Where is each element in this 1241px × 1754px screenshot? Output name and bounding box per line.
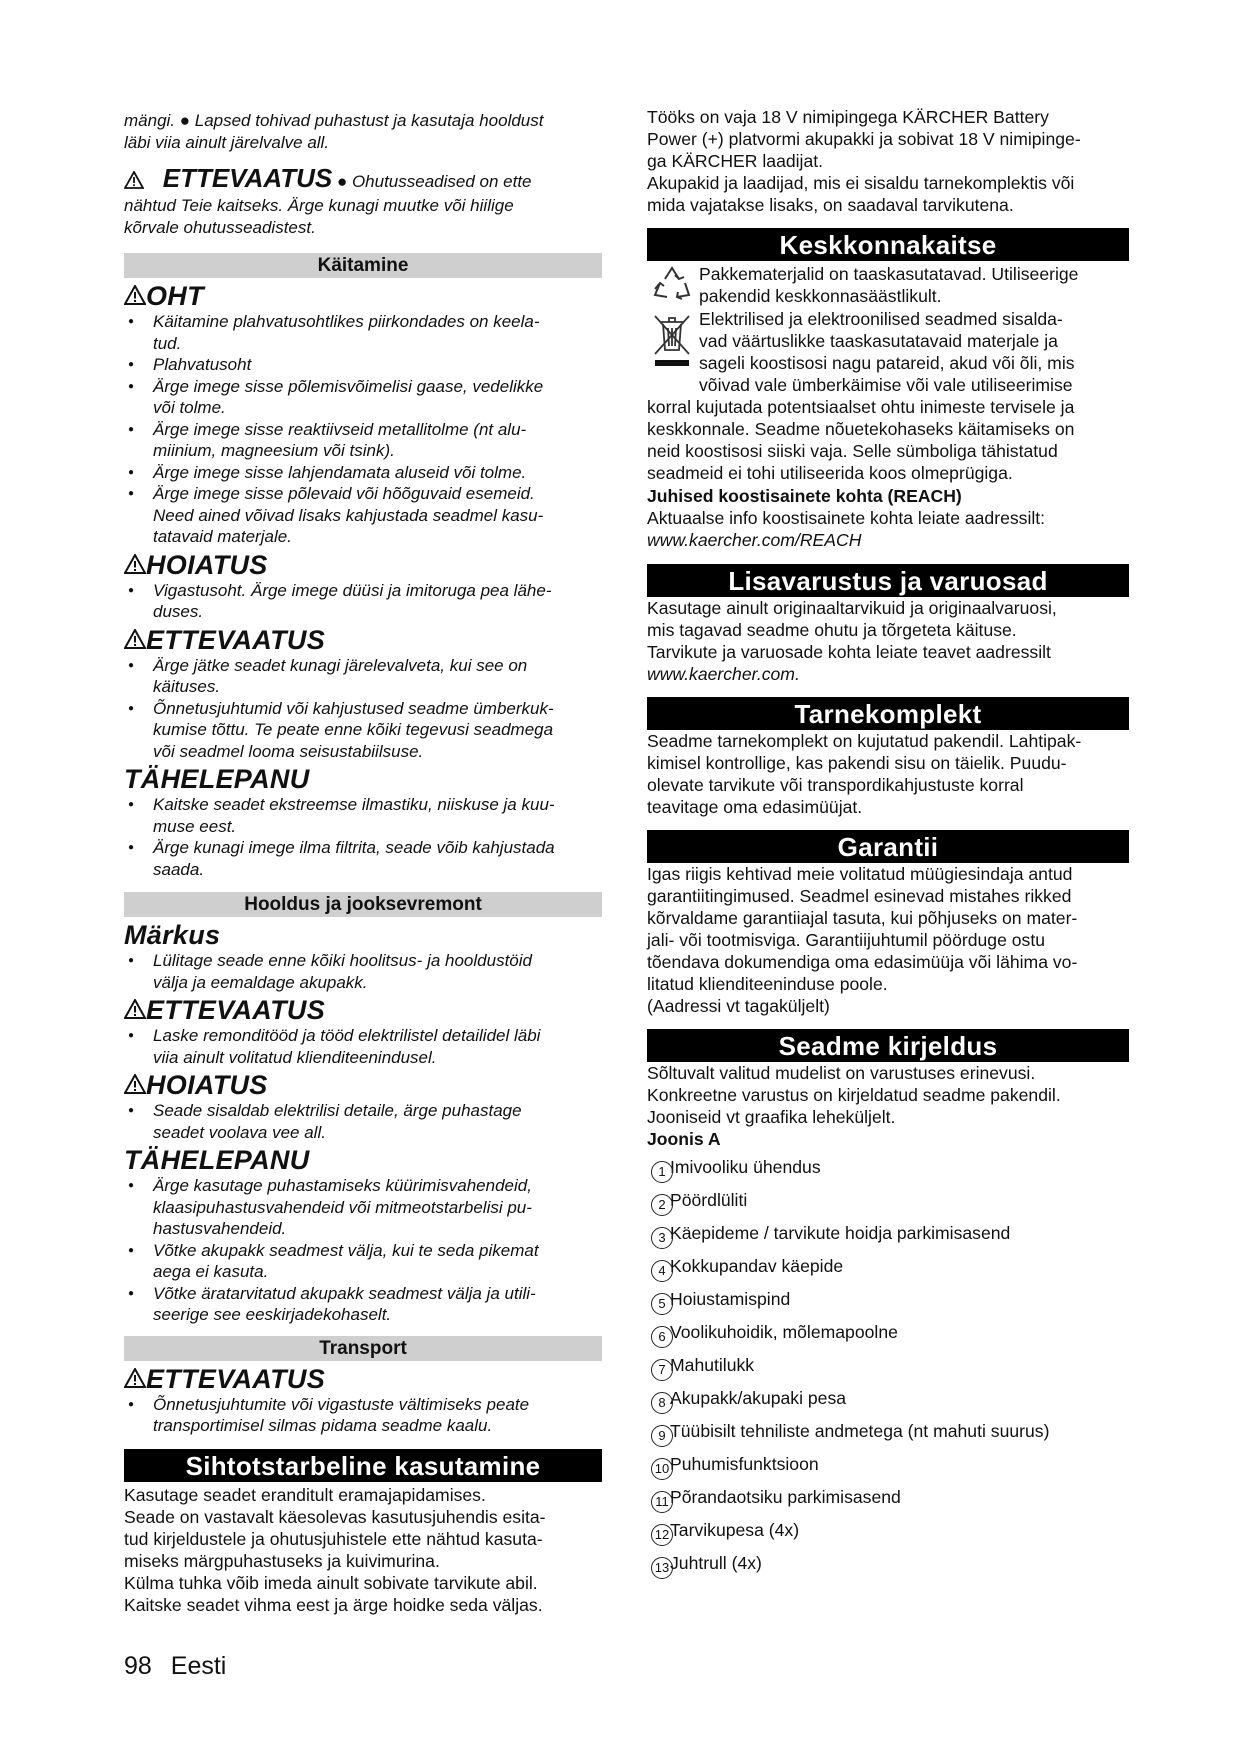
markus-list bbox=[124, 950, 602, 993]
list-item: ● Ärge kunagi imege ilma filtrita, seade võib kahjustada saada. bbox=[124, 837, 602, 880]
tahelepanu-list-2 bbox=[124, 1175, 602, 1326]
recycle-icon bbox=[651, 265, 693, 310]
ettevaatus-heading-3: ETTEVAATUS bbox=[124, 1364, 602, 1394]
list-item: 9 Tüübisilt tehniliste andmetega (nt mahuti suurus) bbox=[647, 1420, 1129, 1453]
tahelepanu-heading-2: TÄHELEPANU bbox=[124, 1145, 310, 1175]
list-item: ● Ärge imege sisse lahjendamata aluseid või tolme. bbox=[124, 462, 602, 484]
list-item: 10Puhumisfunktsioon bbox=[647, 1453, 1129, 1486]
page-footer bbox=[124, 1652, 226, 1681]
oht-list bbox=[124, 311, 602, 548]
weee-block: Elektrilised ja elektroonilised seadmed sisalda- vad väärtuslikke taaskasutatavaid materjale ja sageli koostisosi nagu patareid, akud või õli, mis võivad vale ümberkäimise või vale utiliseerimise korral kujutada potentsiaalset ohtu inimeste tervisele ja keskkonnale. Seadme nõuetekohaseks käitamiseks on neid koostisosi siiski vaja. Selle sümboliga tähistatud seadmeid ei tohi utiliseerida koos olmeprügiga. bbox=[647, 309, 1075, 483]
tahelepanu-list bbox=[124, 794, 602, 880]
left-column bbox=[124, 106, 602, 1616]
warning-triangle-icon bbox=[124, 1070, 146, 1100]
ettevaatus-note: ETTEVAATUS ● Ohutusseadised on ette nähtud Teie kaitseks. Ärge kunagi muutke või hiilige kõrvale ohutusseadistest. bbox=[124, 163, 532, 237]
list-item: ● Ärge imege sisse põlemisvõimelisi gaase, vedelikke või tolme. bbox=[124, 376, 602, 419]
hoiatus-list bbox=[124, 580, 602, 623]
list-item: ● Käitamine plahvatusohtlikes piirkondades on keela- tud. bbox=[124, 311, 602, 354]
section-header-lisavarustus: Lisavarustus ja varuosad bbox=[647, 564, 1129, 597]
section-header-sihtotstarbeline: Sihtotstarbeline kasutamine bbox=[124, 1449, 602, 1482]
list-item: ● Vigastusoht. Ärge imege düüsi ja imitoruga pea lähe- duses. bbox=[124, 580, 602, 623]
list-item: ● Ärge imege sisse põlevaid või hõõguvaid esemeid. Need ained võivad lisaks kahjustada seadmel kasu- tatavaid materjale. bbox=[124, 483, 602, 548]
sihtotstarbeline-text: Kasutage seadet eranditult eramajapidamises. Seade on vastavalt käesolevas kasutusjuhendis esita- tud kirjeldustele ja ohutusjuhistele ette nähtud kasuta- miseks märgpuhastuseks ja kuivimurina. Külma tuhka võib imeda ainult sobivate tarvikute abil. Kaitske seadet vihma eest ja ärge hoidke seda väljas. bbox=[124, 1484, 546, 1615]
list-item: 8 Akupakk/akupaki pesa bbox=[647, 1387, 1129, 1420]
tarnekomplekt-text: Seadme tarnekomplekt on kujutatud pakendil. Lahtipak- kimisel kontrollige, kas pakendi sisu on täielik. Puudu- olevate tarvikute või transpordikahjustuste korral teavitage oma edasimüüjat. bbox=[647, 731, 1082, 817]
list-item: 7 Mahutilukk bbox=[647, 1354, 1129, 1387]
section-header-garantii: Garantii bbox=[647, 830, 1129, 863]
page-number: 98 bbox=[124, 1652, 152, 1680]
list-item: 5 Hoiustamispind bbox=[647, 1288, 1129, 1321]
reach-block: Juhised koostisainete kohta (REACH) Aktuaalse info koostisainete kohta leiate aadressilt: www.kaercher.com/REACH bbox=[647, 485, 1129, 551]
list-item: 11Põrandaotsiku parkimisasend bbox=[647, 1486, 1129, 1519]
list-item: 3 Käepideme / tarvikute hoidja parkimisasend bbox=[647, 1222, 1129, 1255]
reach-heading: Juhised koostisainete kohta (REACH) bbox=[647, 486, 962, 506]
kaercher-link[interactable]: www.kaercher.com. bbox=[647, 664, 800, 684]
hoiatus-heading-2: HOIATUS bbox=[124, 1070, 602, 1100]
transport-list bbox=[124, 1394, 602, 1437]
list-item: 4 Kokkupandav käepide bbox=[647, 1255, 1129, 1288]
list-item: ● Ärge kasutage puhastamiseks küürimisvahendeid, klaasipuhastusvahendeid või mitmeotstarbelisi pu- hastusvahendeid. bbox=[124, 1175, 602, 1240]
figure-label: Joonis A bbox=[647, 1129, 721, 1149]
list-item: ● Õnnetusjuhtumid või kahjustused seadme ümberkuk- kumise tõttu. Te peate enne kõiki tegevusi seadmega või seadmel looma seisustabiilsuse. bbox=[124, 698, 602, 763]
section-header-tarnekomplekt: Tarnekomplekt bbox=[647, 697, 1129, 730]
parts-list bbox=[647, 1156, 1129, 1585]
ettevaatus-heading-2: ETTEVAATUS bbox=[124, 995, 602, 1025]
oht-heading: OHT bbox=[124, 281, 602, 311]
section-header-kaitamine: Käitamine bbox=[124, 253, 602, 278]
section-header-keskkonnakaitse: Keskkonnakaitse bbox=[647, 228, 1129, 261]
hoiatus-list-2 bbox=[124, 1100, 602, 1143]
list-item: ● Seade sisaldab elektrilisi detaile, ärge puhastage seadet voolava vee all. bbox=[124, 1100, 602, 1143]
list-item: 13Juhtrull (4x) bbox=[647, 1552, 1129, 1585]
list-item: ● Õnnetusjuhtumite või vigastuste vältimiseks peate transportimisel silmas pidama seadme kaalu. bbox=[124, 1394, 602, 1437]
ettevaatus-list bbox=[124, 655, 602, 763]
kirjeldus-text: Sõltuvalt valitud mudelist on varustuses erinevusi. Konkreetne varustus on kirjeldatud seadme pakendil. Jooniseid vt graafika leheküljelt. Joonis A bbox=[647, 1062, 1129, 1150]
ettevaatus-heading: ETTEVAATUS bbox=[162, 163, 333, 193]
list-item: 12Tarvikupesa (4x) bbox=[647, 1519, 1129, 1552]
list-item: ● Võtke akupakk seadmest välja, kui te seda pikemat aega ei kasuta. bbox=[124, 1240, 602, 1283]
reach-link[interactable]: www.kaercher.com/REACH bbox=[647, 530, 862, 550]
ettevaatus-list-2 bbox=[124, 1025, 602, 1068]
list-item: ● Laske remonditööd ja tööd elektrilistel detailidel läbi viia ainult volitatud klienditeenindusel. bbox=[124, 1025, 602, 1068]
section-header-hooldus: Hooldus ja jooksevremont bbox=[124, 892, 602, 917]
markus-heading: Märkus bbox=[124, 920, 221, 950]
warning-triangle-icon bbox=[124, 995, 146, 1025]
footer-language: Eesti bbox=[170, 1652, 227, 1680]
list-item: 1 Imivooliku ühendus bbox=[647, 1156, 1129, 1189]
list-item: ● Ärge imege sisse reaktiivseid metallitolme (nt alu- miinium, magneesium või tsink). bbox=[124, 419, 602, 462]
warning-triangle-icon bbox=[124, 625, 146, 655]
list-item: ● Ärge jätke seadet kunagi järelevalveta, kui see on käituses. bbox=[124, 655, 602, 698]
section-header-transport: Transport bbox=[124, 1336, 602, 1361]
crossed-bin-icon bbox=[651, 312, 693, 373]
list-item: ● Võtke äratarvitatud akupakk seadmest välja ja utili- seerige see eeskirjadekohaselt. bbox=[124, 1283, 602, 1326]
list-item: ● Lülitage seade enne kõiki hoolitsus- ja hooldustöid välja ja eemaldage akupakk. bbox=[124, 950, 602, 993]
warning-triangle-icon bbox=[124, 1364, 146, 1394]
hoiatus-heading: HOIATUS bbox=[124, 550, 602, 580]
list-item: ● Plahvatusoht bbox=[124, 354, 602, 376]
list-item: 6 Voolikuhoidik, mõlemapoolne bbox=[647, 1321, 1129, 1354]
list-item: ● Kaitske seadet ekstreemse ilmastiku, niiskuse ja kuu- muse eest. bbox=[124, 794, 602, 837]
intro-text: mängi. ● Lapsed tohivad puhastust ja kasutaja hooldust läbi viia ainult järelvalve all. bbox=[124, 111, 544, 152]
tahelepanu-heading: TÄHELEPANU bbox=[124, 764, 310, 794]
lisavarustus-text: Kasutage ainult originaaltarvikuid ja originaalvaruosi, mis tagavad seadme ohutu ja tõrgeteta käituse. Tarvikute ja varuosade kohta leiate teavet aadressilt www.kaercher.com. bbox=[647, 597, 1129, 685]
intro-text-right: Tööks on vaja 18 V nimipingega KÄRCHER Battery Power (+) platvormi akupakki ja sobivat 18 V nimipinge- ga KÄRCHER laadijat. Akupakid ja laadijad, mis ei sisaldu tarnekomplektis või mida vajatakse lisaks, on saadaval tarvikutena. bbox=[647, 107, 1081, 215]
section-header-kirjeldus: Seadme kirjeldus bbox=[647, 1029, 1129, 1062]
right-column bbox=[647, 106, 1129, 1585]
warning-triangle-icon bbox=[124, 281, 146, 311]
ettevaatus-heading: ETTEVAATUS bbox=[124, 625, 602, 655]
warning-triangle-icon bbox=[124, 550, 146, 580]
garantii-text: Igas riigis kehtivad meie volitatud müügiesindaja antud garantiitingimused. Seadmel esinevad mistahes rikked kõrvaldame garantiiajal tasuta, kui põhjuseks on mater- jali- või tootmisviga. Garantiijuhtumil pöörduge ostu tõendava dokumendiga oma edasimüüja või lähima vo- litatud klienditeeninduse poole. (Aadressi vt tagaküljelt) bbox=[647, 864, 1078, 1016]
list-item: 2 Pöördlüliti bbox=[647, 1189, 1129, 1222]
recycle-block: Pakkematerjalid on taaskasutatavad. Utiliseerige pakendid keskkonnasäästlikult. bbox=[647, 263, 1129, 307]
warning-triangle-icon bbox=[124, 171, 144, 195]
